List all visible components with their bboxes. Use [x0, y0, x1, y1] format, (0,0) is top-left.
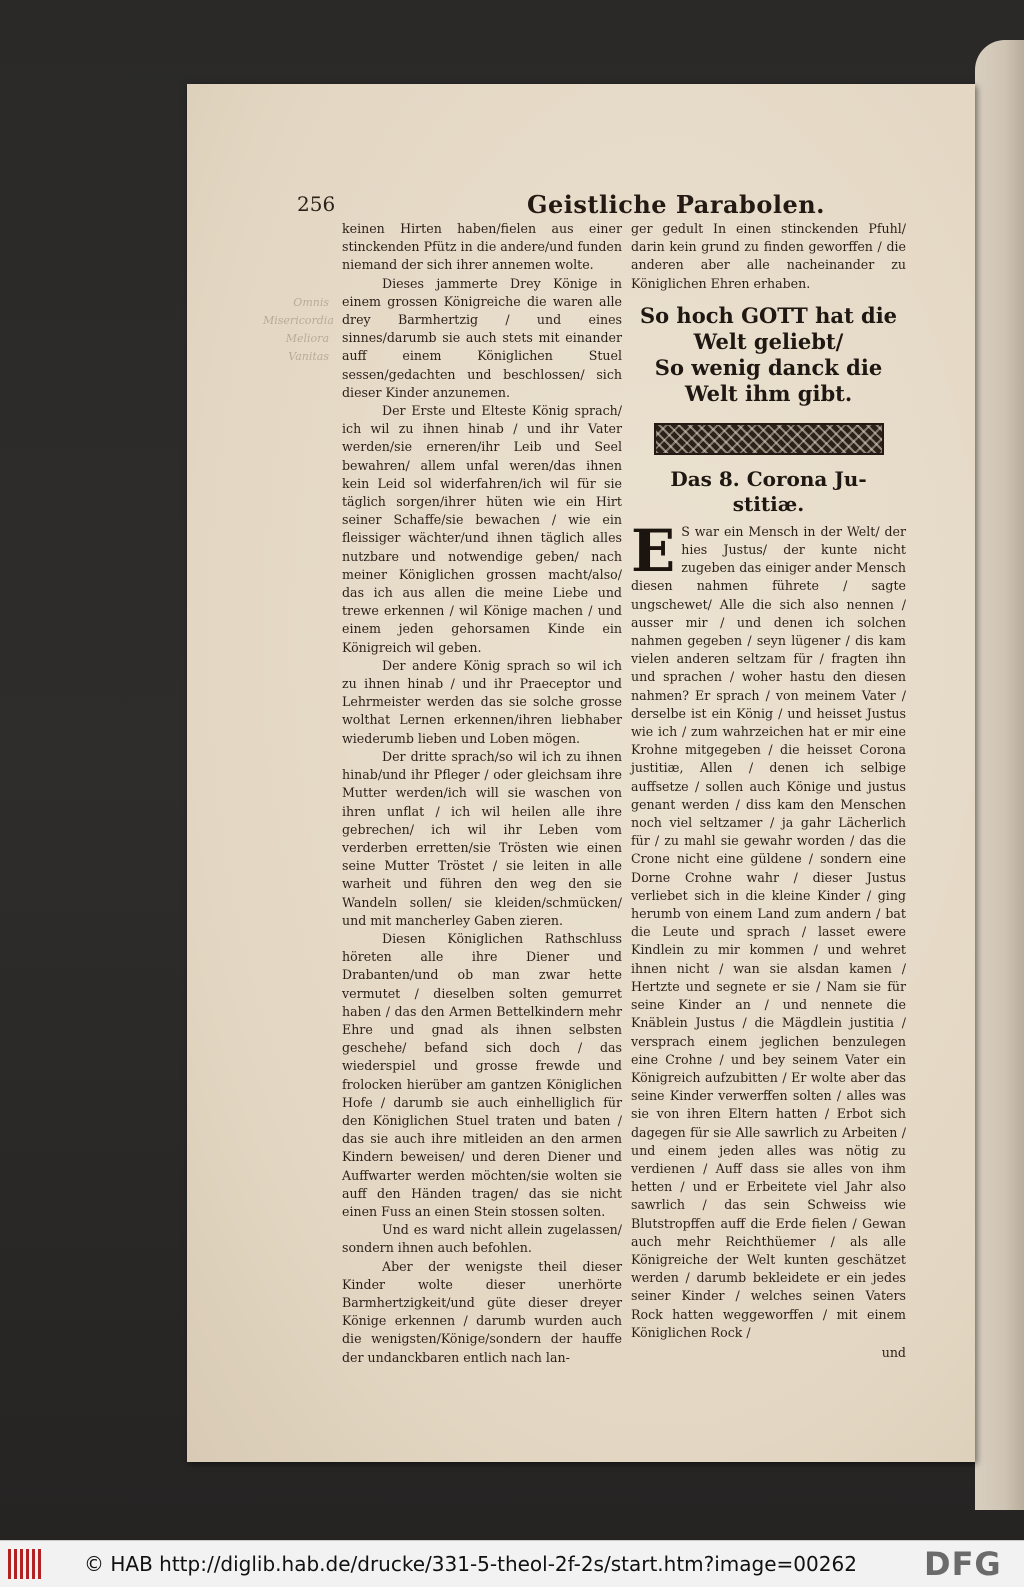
- left-paragraph: Diesen Königlichen Rathschluss höreten alle ihre Diener und Drabanten/und ob man zwar hette vermutet / dieselben solten gemurret haben / das den Armen Bettelkindern mehr Ehre und gnad als ihnen selbsten geschehe/ befand sich doch / das wiederspiel und grosse frewde und frolocken hierüber am gantzen Königlichen Hofe / darumb sie auch einhelliglich für den Königlichen Stuel traten und baten / das sie auch ihre mitleiden an den armen Kindern beweisen/ und deren Diener und Auffwarter werden möchten/sie wolten sie auff den Händen tragen/ das sie nicht einen Fuss an einen Stein stossen solten.: [342, 930, 622, 1219]
- drop-cap: E: [631, 516, 676, 585]
- motto-line-1: So hoch GOTT hat die Welt geliebt/: [639, 302, 898, 354]
- book-page: [187, 84, 975, 1462]
- left-paragraph: Der Erste und Elteste König sprach/ ich wil zu ihnen hinab / und ihr Vater werden/sie erneren/ihr Leib und Seel bewahren/ allem unfal weren/das ihnen kein Leid sol widerfahren/ich wil für sie täglich sorgen/ihrer hüten wie ein Hirt seiner Schaffe/sie bewachen / wie ein fleissiger wächter/und ihnen täglich alles nutzbare und notwendige geben/ nach meiner Königlichen grossen macht/also/ das ich aus allen die meine Liebe und trewe erkennen / wil Könige machen / und einem jeden gehorsamen Kinde ein Königreich wil geben.: [342, 403, 622, 655]
- section-body: [631, 516, 906, 1342]
- dfg-logo: DFG: [924, 1545, 1002, 1583]
- left-paragraph: keinen Hirten haben/fielen aus einer stinckenden Pfütz in die andere/und funden niemand der sich ihrer annemen wolte.: [342, 221, 622, 273]
- left-column: [342, 220, 622, 1367]
- margin-note: Omnis Misericordia Meliora Vanitas: [263, 296, 334, 363]
- copyright-link[interactable]: © HAB http://diglib.hab.de/drucke/331-5-theol-2f-2s/start.htm?image=00262: [84, 1552, 857, 1576]
- barcode-icon: [8, 1549, 44, 1579]
- motto-heading: [631, 303, 906, 407]
- running-head: [297, 190, 897, 224]
- section-title: [631, 467, 906, 517]
- facing-page-edge: [975, 40, 1024, 1510]
- right-column: [631, 220, 906, 1362]
- catchword: und: [881, 1344, 906, 1360]
- left-paragraph: Und es ward nicht allein zugelassen/ sondern ihnen auch befohlen.: [342, 1222, 622, 1256]
- section-body-text: S war ein Mensch in der Welt/ der hies Justus/ der kunte nicht zugeben das einiger ander Mensch diesen nahmen führete / sagte ungschewet/ Alle die sich also nennen / ausser mir / und denen ich solchen nahmen gegeben / seyn lügener / dis kam vielen anderen seltzam für / fragten ihn und sprachen / woher hastu den diesen nahmen? Er sprach / von meinem Vater / derselbe ist ein König / und heisset Justus wie ich / zum wahrzeichen hat er mir eine Krohne mitgegeben / die heisset Corona justitiæ, Allen / denen ich selbige auffsetze / sollen auch Könige und justus genant werden / diss kam den Menschen noch viel seltzamer / ja gahr Lächerlich für / zu mahl sie gewahr worden / das die Crone nicht eine güldene / sondern eine Dorne Crohne wahr / dieser Justus verliebet sich in die kleine Kinder / ging herumb von einem Land zum andern / bat die Leute und sprach / lasset ewere Kindlein zu mir kommen / und wehret ihnen nicht / wan sie alsdan kamen / Hertzte und segnete er sie / Nam sie für seine Kinder an / und nennete die Knäblein Justus / die Mägdlein justitia / versprach einem jeglichen benzulegen eine Crohne / und bey seinem Vater ein Königreich aufzubitten / Er wolte aber das seine Kinder verwerffen solten / alles was sie von ihren Eltern hatten / Erbot sich dagegen für sie Alle sawrlich zu Arbeiten / und einem jeden alles was nötig zu verdienen / Auff dass sie alles von ihm hetten / und er Erbeitete viel Jahr also sawrlich / das sein Schweiss wie Blutstropffen auff die Erde fielen / Gewan auch mehr Reichthüemer / als alle Königreiche der Welt kunten geschätzet werden / darumb bekleidete er ein jedes seiner Kinder / welches seinen Vaters Rock hatten weggeworffen / mit einem Königlichen Rock /: [631, 523, 906, 1340]
- left-paragraph: Dieses jammerte Drey Könige in einem grossen Königreiche die waren alle drey Barmhertzig / und eines sinnes/darumb sie auch stets mit einander auff einem Königlichen Stuel sessen/gedachten und beschlossen/ sich dieser Kinder anzunemen.: [342, 275, 622, 400]
- ornament-band: [654, 423, 884, 455]
- left-paragraph: Der dritte sprach/so wil ich zu ihnen hinab/und ihr Pfleger / oder gleichsam ihre Mutter werden/ich will sie waschen von ihren unflat / ich wil heilen alle ihre gebrechen/ ich wil ihr Leben vom verderben erretten/sie Trösten wie einen seine Mutter Tröstet / sie leiten in alle warheit und führen den weg den sie Wandeln sollen/ sie kleiden/schmücken/ und mit mancherley Gaben zieren.: [342, 748, 622, 928]
- left-paragraph: Aber der wenigste theil dieser Kinder wolte dieser unerhörte Barmhertzigkeit/und güte dieser dreyer Könige erkennen / darumb wurden auch die wenigsten/Könige/sondern der hauffe der undanckbaren entlich nach lan-: [342, 1258, 622, 1365]
- section-title-line-1: Das 8. Corona Ju-: [670, 466, 867, 491]
- left-paragraph: Der andere König sprach so wil ich zu ihnen hinab / und ihr Praeceptor und Lehrmeister werden das sie solche grosse wolthat Lernen erkennen/ihren liebhaber wiederumb lieben und Loben mögen.: [342, 657, 622, 746]
- footer-bar: [0, 1540, 1024, 1587]
- running-title: Geistliche Parabolen.: [527, 190, 826, 219]
- section-title-line-2: stitiæ.: [732, 491, 805, 516]
- right-column-intro: ger gedult In einen stinckenden Pfuhl/ darin kein grund zu finden geworffen / die anderen aber alle nacheinander zu Königlichen Ehren erhaben.: [631, 221, 906, 291]
- page-number: 256: [297, 192, 336, 216]
- motto-line-2: So wenig danck die Welt ihm gibt.: [654, 354, 883, 406]
